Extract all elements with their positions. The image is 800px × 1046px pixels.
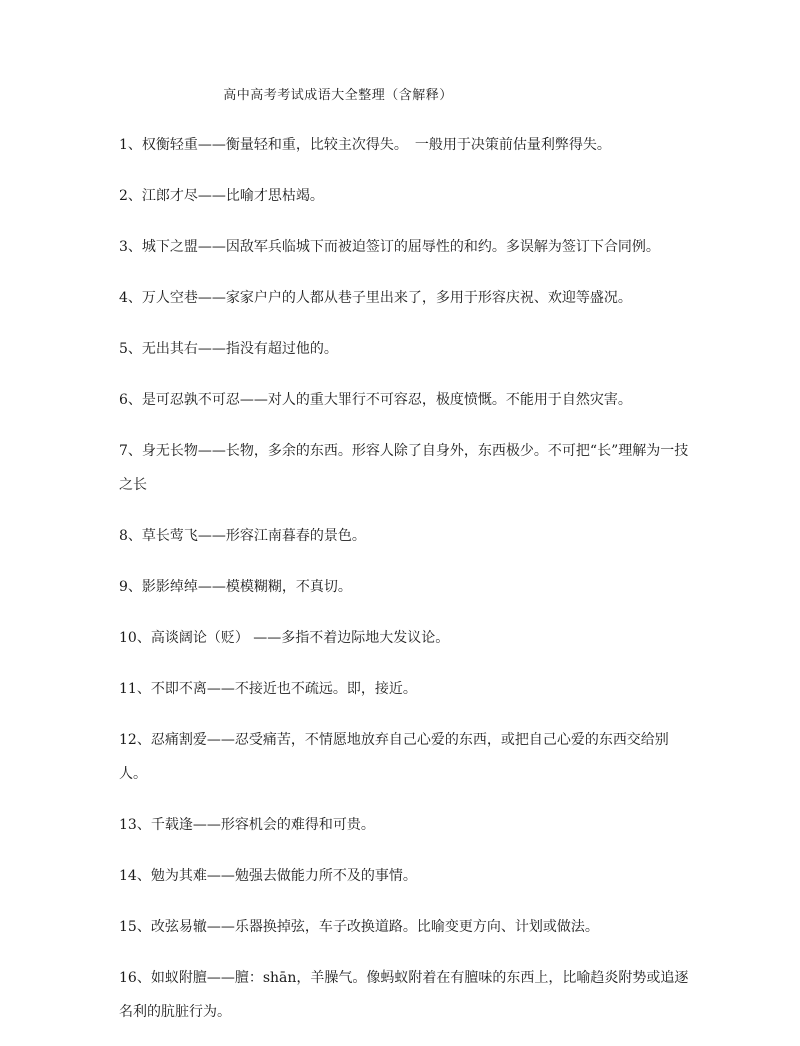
idiom-entry-9: 9、影影绰绰——模模糊糊，不真切。 [119, 579, 352, 595]
idiom-entry-6: 6、是可忍孰不可忍——对人的重大罪行不可容忍，极度愤慨。不能用于自然灾害。 [119, 392, 632, 408]
idiom-entry-2: 2、江郎才尽——比喻才思枯竭。 [119, 188, 324, 204]
idiom-entry-8: 8、草长莺飞——形容江南暮春的景色。 [119, 528, 366, 544]
idiom-entry-16: 16、如蚁附膻——膻：shān，羊臊气。像蚂蚁附着在有膻味的东西上，比喻趋炎附势或追逐名利的肮脏行为。 [119, 970, 689, 1020]
idiom-list [119, 128, 694, 1046]
idiom-entry-12: 12、忍痛割爱——忍受痛苦，不情愿地放弃自己心爱的东西，或把自己心爱的东西交给别人。 [119, 732, 669, 782]
idiom-entry-14: 14、勉为其难——勉强去做能力所不及的事情。 [119, 868, 417, 884]
idiom-entry-11: 11、不即不离——不接近也不疏远。即，接近。 [119, 681, 417, 697]
idiom-entry-13: 13、千载逢——形容机会的难得和可贵。 [119, 817, 375, 833]
idiom-entry-4: 4、万人空巷——家家户户的人都从巷子里出来了，多用于形容庆祝、欢迎等盛况。 [119, 290, 632, 306]
idiom-entry-3: 3、城下之盟——因敌军兵临城下而被迫签订的屈辱性的和约。多误解为签订下合同例。 [119, 239, 660, 255]
idiom-entry-10: 10、高谈阔论（贬） ——多指不着边际地大发议论。 [119, 630, 450, 646]
idiom-entry-5: 5、无出其右——指没有超过他的。 [119, 341, 338, 357]
idiom-entry-15: 15、改弦易辙——乐器换掉弦，车子改换道路。比喻变更方向、计划或做法。 [119, 919, 599, 935]
document-title: 高中高考考试成语大全整理（含解释） [223, 88, 453, 103]
idiom-entry-1: 1、权衡轻重——衡量轻和重，比较主次得失。 一般用于决策前估量利弊得失。 [119, 137, 611, 153]
idiom-entry-7: 7、身无长物——长物，多余的东西。形容人除了自身外，东西极少。不可把“长”理解为一技之长 [119, 443, 689, 493]
